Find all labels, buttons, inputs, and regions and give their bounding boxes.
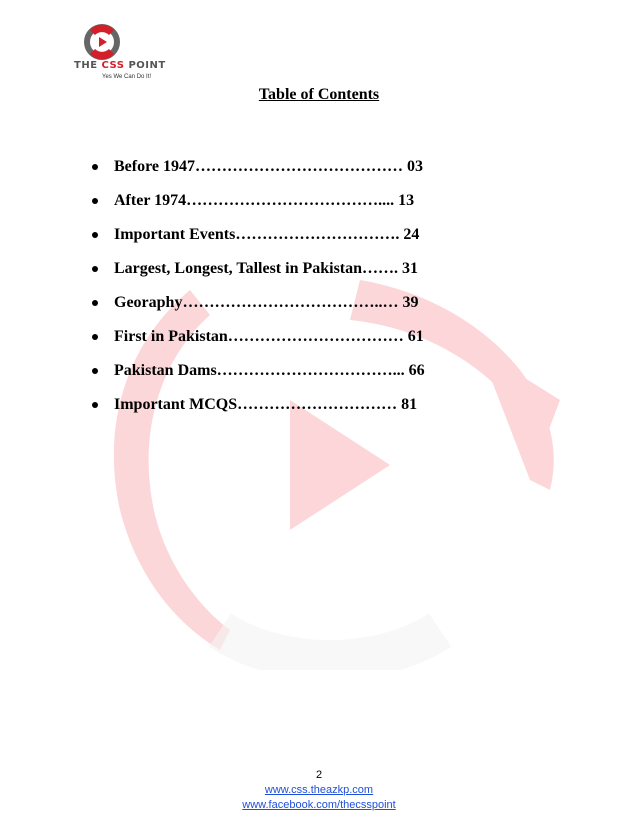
bullet-icon bbox=[92, 266, 98, 272]
bullet-icon bbox=[92, 300, 98, 306]
brand-logo bbox=[72, 22, 172, 84]
toc-item-text: Important Events…………………………. 24 bbox=[114, 226, 420, 243]
bullet-icon bbox=[92, 232, 98, 238]
toc-item-text: Largest, Longest, Tallest in Pakistan……. 31 bbox=[114, 260, 419, 277]
css-point-logo-icon bbox=[82, 22, 122, 62]
toc-item bbox=[92, 354, 425, 388]
website-link[interactable]: www.css.theazkp.com bbox=[264, 784, 374, 796]
bullet-icon bbox=[92, 368, 98, 374]
toc-item-text: Before 1947………………………………… 03 bbox=[114, 158, 424, 175]
table-of-contents bbox=[92, 150, 425, 422]
page-title: Table of Contents bbox=[258, 86, 380, 103]
page-number: 2 bbox=[315, 769, 323, 781]
toc-item bbox=[92, 150, 425, 184]
bullet-icon bbox=[92, 164, 98, 170]
toc-item bbox=[92, 320, 425, 354]
brand-tagline: Yes We Can Do It! bbox=[102, 74, 152, 80]
toc-item-text: Important MCQS………………………… 81 bbox=[114, 396, 418, 413]
toc-item-text: Pakistan Dams……………………………... 66 bbox=[114, 362, 425, 379]
toc-item-text: Georaphy………………………………..… 39 bbox=[114, 294, 419, 311]
toc-item-text: First in Pakistan…………………………… 61 bbox=[114, 328, 424, 345]
toc-item bbox=[92, 184, 425, 218]
page-footer bbox=[0, 768, 638, 813]
bullet-icon bbox=[92, 334, 98, 340]
toc-item bbox=[92, 252, 425, 286]
toc-item bbox=[92, 286, 425, 320]
bullet-icon bbox=[92, 198, 98, 204]
toc-item-text: After 1974……………………………….... 13 bbox=[114, 192, 415, 209]
toc-item bbox=[92, 388, 425, 422]
brand-name: THE CSS POINT bbox=[74, 60, 166, 71]
facebook-link[interactable]: www.facebook.com/thecsspoint bbox=[242, 799, 396, 811]
toc-item bbox=[92, 218, 425, 252]
bullet-icon bbox=[92, 402, 98, 408]
